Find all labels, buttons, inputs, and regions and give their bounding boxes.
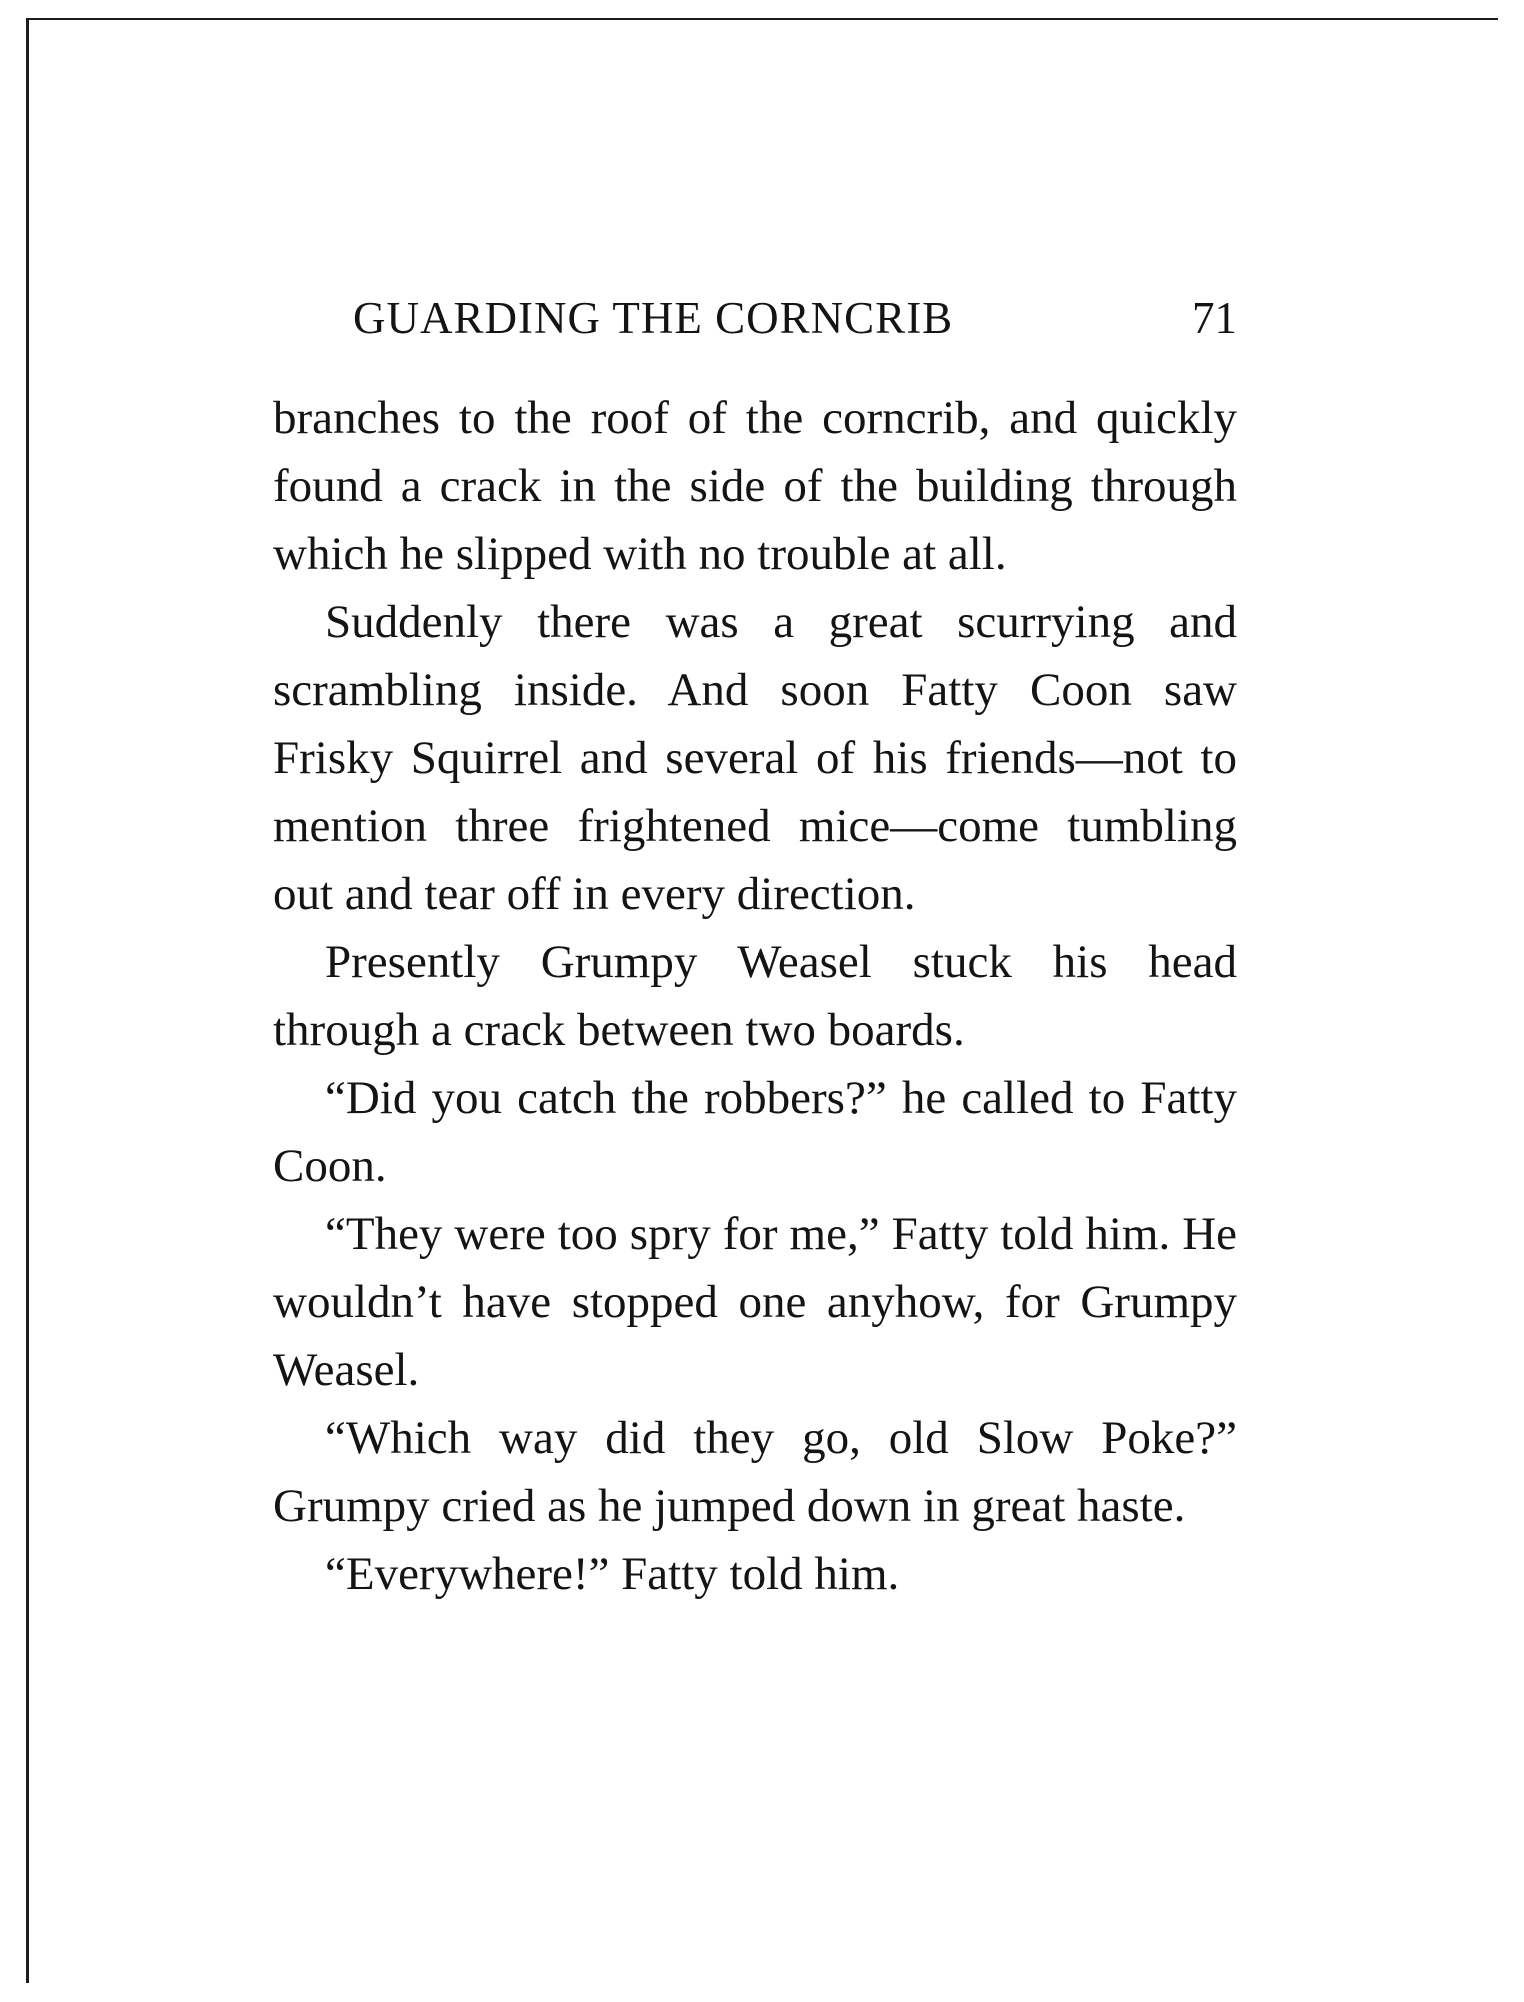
paragraph: “They were too spry for me,” Fatty told him. He wouldn’t have stopped one anyhow, for Grumpy Weasel. [273,1208,1237,1396]
scan-left-rule [26,18,29,1983]
page-number: 71 [1192,293,1237,343]
paragraph: branches to the roof of the corncrib, and quickly found a crack in the side of the building through which he slipped with no trouble at all. [273,392,1237,580]
body-text [273,384,1237,1608]
running-head: GUARDING THE CORNCRIB [353,293,954,343]
scan-top-rule [26,18,1498,20]
paragraph: “Did you catch the robbers?” he called to Fatty Coon. [273,1072,1237,1192]
paragraph: “Everywhere!” Fatty told him. [325,1548,900,1600]
paragraph: Suddenly there was a great scurrying and scrambling inside. And soon Fatty Coon saw Frisky Squirrel and several of his friends—not to mention three frightened mice—come tumbling out and tear off in every direction. [273,596,1237,920]
paragraph: Presently Grumpy Weasel stuck his head through a crack between two boards. [273,936,1237,1056]
page-header [353,282,1237,354]
paragraph: “Which way did they go, old Slow Poke?” Grumpy cried as he jumped down in great haste. [273,1412,1237,1532]
